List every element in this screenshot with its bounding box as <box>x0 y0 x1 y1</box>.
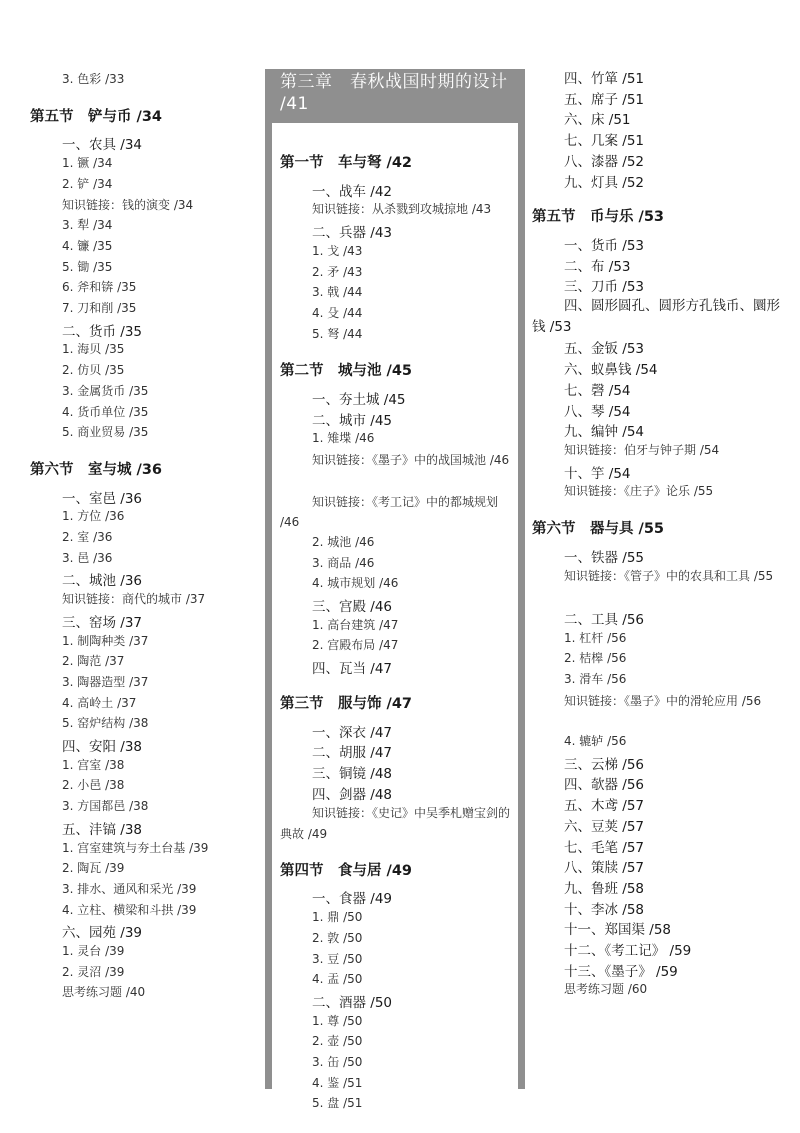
knowledge-link: 知识链接：《庄子》论乐 /55 <box>564 484 714 499</box>
toc-entry: 五、金钣 /53 <box>564 341 645 358</box>
knowledge-link: 知识链接：商代的城市 /37 <box>62 592 206 607</box>
toc-entry: 九、编钟 /54 <box>564 424 645 441</box>
toc-subentry: 3. 犁 /34 <box>62 218 113 233</box>
toc-entry: 十一、郑国渠 /58 <box>564 922 672 939</box>
toc-entry: 一、夯土城 /45 <box>312 392 406 408</box>
toc-entry: 四、欹器 /56 <box>564 777 645 794</box>
toc-entry: 十、竽 /54 <box>564 465 631 482</box>
knowledge-link: 知识链接：钱的演变 /34 <box>62 197 194 212</box>
toc-subentry: 5. 盘 /51 <box>312 1096 363 1111</box>
knowledge-link: 知识链接：《墨子》中的滑轮应用 /56 <box>564 693 762 708</box>
knowledge-link: 知识链接：《墨子》中的战国城池 /46 <box>312 453 510 468</box>
toc-subentry: 1. 杠杆 /56 <box>564 630 627 645</box>
toc-subentry: 2. 灵沼 /39 <box>62 964 125 979</box>
toc-entry: 一、货币 /53 <box>564 237 645 254</box>
toc-entry: 一、深衣 /47 <box>312 724 393 741</box>
chapter-panel-inner <box>272 123 518 1089</box>
toc-subentry: 2. 铲 /34 <box>62 176 113 191</box>
toc-subentry: 1. 制陶种类 /37 <box>62 633 149 648</box>
toc-subentry: 4. 镰 /35 <box>62 238 113 253</box>
toc-entry: 二、货币 /35 <box>62 323 143 340</box>
toc-entry: 二、城市 /45 <box>312 412 393 429</box>
toc-entry: 八、漆器 /52 <box>564 153 645 170</box>
toc-entry: 六、蚁鼻钱 /54 <box>564 362 658 379</box>
knowledge-link: 知识链接：《史记》中吴季札赠宝剑的典故 /49 <box>280 806 511 841</box>
toc-subentry: 4. 立柱、横梁和斗拱 /39 <box>62 902 197 917</box>
toc-subentry: 2. 陶范 /37 <box>62 654 125 669</box>
toc-subentry: 1. 海贝 /35 <box>62 342 125 357</box>
section-heading: 第六节 器与具 /55 <box>532 521 665 537</box>
toc-subentry: 1. 尊 /50 <box>312 1013 363 1028</box>
toc-subentry: 5. 弩 /44 <box>312 326 363 341</box>
knowledge-link: 知识链接：《考工记》中的都城规划 /46 <box>280 494 499 530</box>
toc-entry: 四、瓦当 /47 <box>312 661 393 678</box>
toc-entry: 一、铁器 /55 <box>564 549 645 566</box>
toc-subentry: 1. 宫室建筑与夯土台基 /39 <box>62 840 209 855</box>
toc-entry: 二、工具 /56 <box>564 611 645 628</box>
toc-subentry: 7. 刀和削 /35 <box>62 301 137 315</box>
knowledge-link: 知识链接：《管子》中的农具和工具 /55 <box>564 569 774 584</box>
toc-subentry: 3. 戟 /44 <box>312 285 363 300</box>
toc-entry: 一、战车 /42 <box>312 183 393 200</box>
toc-entry: 九、灯具 /52 <box>564 174 645 191</box>
toc-subentry: 1. 宫室 /38 <box>62 757 125 772</box>
toc-entry: 六、园苑 /39 <box>62 925 143 942</box>
toc-subentry: 3. 排水、通风和采光 /39 <box>62 881 197 896</box>
toc-subentry: 3. 滑车 /56 <box>564 671 627 686</box>
toc-entry: 三、窑场 /37 <box>62 614 143 631</box>
toc-entry: 九、鲁班 /58 <box>564 880 645 897</box>
toc-subentry: 2. 陶瓦 /39 <box>62 861 125 876</box>
toc-subentry: 1. 灵台 /39 <box>62 944 125 958</box>
toc-subentry: 2. 城池 /46 <box>312 534 375 549</box>
section-heading: 第一节 车与弩 /42 <box>280 155 413 171</box>
toc-entry: 二、胡服 /47 <box>312 745 393 762</box>
toc-entry: 三、云梯 /56 <box>564 756 645 773</box>
toc-subentry: 4. 城市规划 /46 <box>312 576 399 591</box>
toc-subentry: 1. 方位 /36 <box>62 509 125 524</box>
toc-entry: 一、室邑 /36 <box>62 490 143 507</box>
toc-subentry: 4. 货币单位 /35 <box>62 404 149 419</box>
toc-entry: 七、几案 /51 <box>564 133 645 150</box>
toc-subentry: 2. 矛 /43 <box>312 264 363 279</box>
toc-entry: 三、宫殿 /46 <box>312 599 393 615</box>
section-heading: 第四节 食与居 /49 <box>280 862 413 879</box>
toc-entry: 六、豆荚 /57 <box>564 818 645 835</box>
toc-subentry: 2. 壶 /50 <box>312 1034 363 1049</box>
toc-entry: 二、酒器 /50 <box>312 994 393 1011</box>
toc-subentry: 3. 邑 /36 <box>62 550 113 565</box>
section-heading: 第三节 服与饰 /47 <box>280 695 413 712</box>
toc-entry: 八、策牍 /57 <box>564 860 645 877</box>
toc-subentry: 5. 窑炉结构 /38 <box>62 716 149 731</box>
toc-entry: 六、床 /51 <box>564 112 631 129</box>
toc-entry: 五、沣镐 /38 <box>62 821 143 838</box>
section-heading: 第二节 城与池 /45 <box>280 363 413 380</box>
toc-entry: 三、刀币 /53 <box>564 279 645 296</box>
toc-subentry: 4. 鉴 /51 <box>312 1075 363 1090</box>
toc-subentry: 3. 豆 /50 <box>312 951 363 966</box>
toc-subentry: 3. 金属货币 /35 <box>62 383 149 398</box>
toc-subentry: 4. 辘轳 /56 <box>564 734 627 748</box>
toc-subentry: 1. 雉堞 /46 <box>312 431 375 446</box>
toc-subentry: 4. 高岭土 /37 <box>62 695 137 710</box>
toc-subentry: 3. 色彩 /33 <box>62 72 125 86</box>
toc-subentry: 5. 锄 /35 <box>62 259 113 274</box>
chapter-title: 第三章 春秋战国时期的设计 /41 <box>280 72 508 114</box>
toc-entry: 五、席子 /51 <box>564 91 645 108</box>
toc-entry: 五、木鸢 /57 <box>564 798 645 815</box>
toc-subentry: 2. 敦 /50 <box>312 930 363 945</box>
toc-subentry: 1. 高台建筑 /47 <box>312 617 399 632</box>
toc-entry: 一、食器 /49 <box>312 891 393 908</box>
toc-subentry: 1. 戈 /43 <box>312 243 363 258</box>
toc-entry: 七、磬 /54 <box>564 382 631 399</box>
toc-entry: 十、李冰 /58 <box>564 901 645 918</box>
toc-subentry: 3. 陶器造型 /37 <box>62 674 149 689</box>
toc-entry: 四、安阳 /38 <box>62 739 143 755</box>
section-heading: 第五节 币与乐 /53 <box>532 209 665 226</box>
toc-entry: 二、城池 /36 <box>62 573 143 590</box>
toc-subentry: 4. 殳 /44 <box>312 305 363 320</box>
toc-entry: 四、剑器 /48 <box>312 786 393 803</box>
toc-entry: 四、圆形圆孔、圆形方孔钱币、圜形钱 /53 <box>532 298 780 335</box>
toc-subentry: 4. 盂 /50 <box>312 972 363 987</box>
section-heading: 第五节 铲与币 /34 <box>30 108 163 125</box>
toc-subentry: 2. 仿贝 /35 <box>62 363 125 378</box>
knowledge-link: 思考练习题 /60 <box>564 982 648 997</box>
knowledge-link: 思考练习题 /40 <box>62 985 146 1000</box>
toc-subentry: 1. 鼎 /50 <box>312 910 363 925</box>
toc-entry: 十二、《考工记》 /59 <box>564 943 692 959</box>
toc-subentry: 3. 缶 /50 <box>312 1055 363 1069</box>
toc-subentry: 6. 斧和锛 /35 <box>62 280 137 295</box>
toc-subentry: 3. 方国都邑 /38 <box>62 799 149 814</box>
toc-entry: 十三、《墨子》 /59 <box>564 963 678 980</box>
toc-subentry: 2. 小邑 /38 <box>62 778 125 793</box>
toc-entry: 七、毛笔 /57 <box>564 839 645 856</box>
knowledge-link: 知识链接：从杀戮到攻城掠地 /43 <box>312 202 492 217</box>
toc-entry: 一、农具 /34 <box>62 137 143 154</box>
toc-entry: 二、布 /53 <box>564 258 631 275</box>
toc-entry: 四、竹箪 /51 <box>564 71 645 87</box>
toc-subentry: 3. 商品 /46 <box>312 555 375 570</box>
toc-subentry: 2. 桔槔 /56 <box>564 651 627 666</box>
section-heading: 第六节 室与城 /36 <box>30 461 163 478</box>
toc-entry: 二、兵器 /43 <box>312 225 393 242</box>
toc-subentry: 1. 镢 /34 <box>62 156 113 171</box>
toc-subentry: 2. 宫殿布局 /47 <box>312 638 399 653</box>
toc-entry: 三、铜镜 /48 <box>312 765 393 782</box>
toc-subentry: 5. 商业贸易 /35 <box>62 425 149 440</box>
knowledge-link: 知识链接：伯牙与钟子期 /54 <box>564 442 720 457</box>
toc-entry: 八、琴 /54 <box>564 403 631 420</box>
toc-subentry: 2. 室 /36 <box>62 530 113 544</box>
